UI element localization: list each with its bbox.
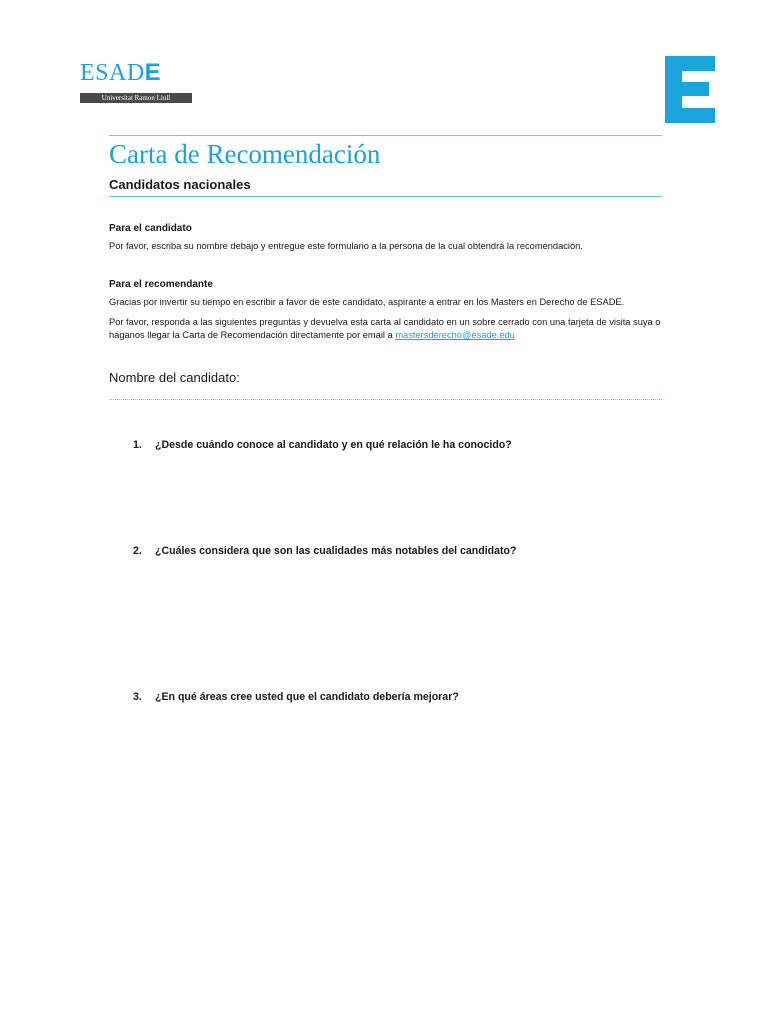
esade-logo bbox=[80, 60, 161, 86]
recommender-text-2-body: Por favor, responda a las siguientes preguntas y devuelva esta carta al candidato en un sobre cerrado con una tarjeta de visita suya o háganos llegar la Carta de Recomendación directamente por email a bbox=[109, 317, 661, 340]
recommender-text-2 bbox=[109, 316, 662, 342]
subtitle-rule bbox=[109, 196, 662, 197]
question-2 bbox=[133, 544, 516, 558]
question-text: ¿En qué áreas cree usted que el candidato debería mejorar? bbox=[155, 691, 459, 703]
logo-wordmark-prefix: ESAD bbox=[80, 60, 145, 86]
logo-tagline: Universitat Ramon Llull bbox=[80, 93, 192, 103]
candidate-name-line[interactable] bbox=[109, 399, 662, 400]
question-text: ¿Desde cuándo conoce al candidato y en qué relación le ha conocido? bbox=[155, 439, 512, 451]
recommender-section-heading: Para el recomendante bbox=[109, 279, 213, 290]
brand-letter-e-icon bbox=[665, 56, 715, 123]
candidate-section-text: Por favor, escriba su nombre debajo y entregue este formulario a la persona de la cual obtendrá la recomendación. bbox=[109, 241, 583, 251]
question-number: 2. bbox=[133, 545, 142, 557]
logo-wordmark-suffix: E bbox=[144, 59, 162, 86]
email-link[interactable]: mastersderecho@esade.edu bbox=[395, 330, 515, 340]
question-number: 3. bbox=[133, 691, 142, 703]
question-number: 1. bbox=[133, 439, 142, 451]
question-3 bbox=[133, 690, 459, 704]
candidate-name-label: Nombre del candidato: bbox=[109, 370, 240, 385]
document-title: Carta de Recomendación bbox=[109, 139, 381, 169]
document-subtitle: Candidatos nacionales bbox=[109, 177, 251, 192]
question-1 bbox=[133, 438, 512, 452]
recommender-text-1: Gracias por invertir su tiempo en escribir a favor de este candidato, aspirante a entrar en los Masters en Derecho de ESADE. bbox=[109, 297, 625, 307]
top-rule bbox=[109, 135, 662, 136]
question-text: ¿Cuáles considera que son las cualidades más notables del candidato? bbox=[155, 545, 517, 557]
candidate-section-heading: Para el candidato bbox=[109, 223, 192, 234]
